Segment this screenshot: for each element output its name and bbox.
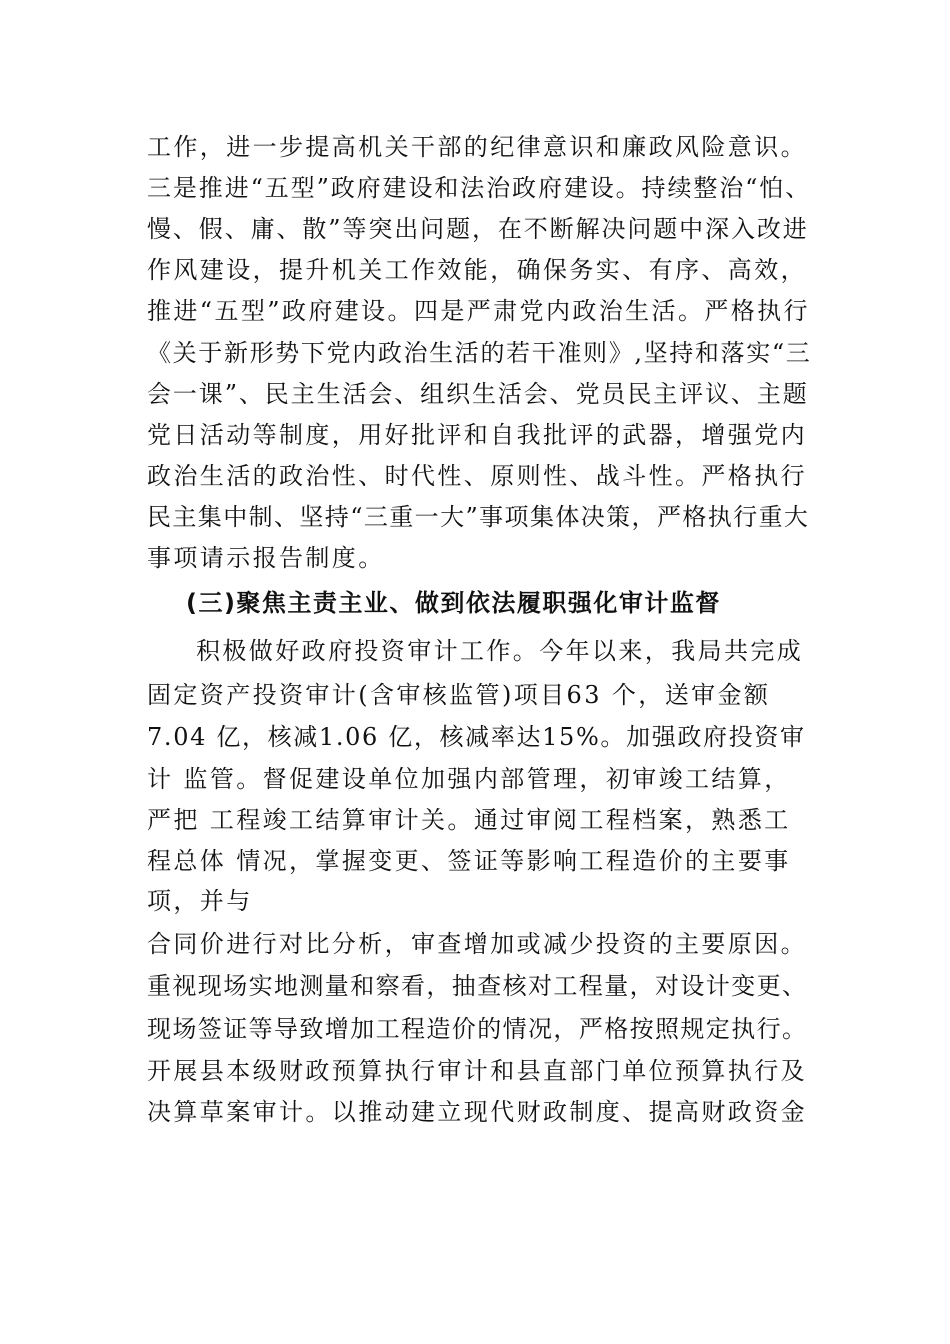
paragraph-line: 项，并与 xyxy=(147,887,253,915)
paragraph-line: 推进“五型”政府建设。四是严肃党内政治生活。严格执行 xyxy=(147,297,810,325)
paragraph-line: 重视现场实地测量和察看，抽查核对工程量，对设计变更、 xyxy=(147,972,808,1000)
paragraph-line: 三是推进“五型”政府建设和法治政府建设。持续整治“怕、 xyxy=(147,174,812,202)
paragraph-line: 《关于新形势下党内政治生活的若干准则》,坚持和落实“三 xyxy=(147,339,812,367)
paragraph-line: 开展县本级财政预算执行审计和县直部门单位预算执行及 xyxy=(147,1057,807,1085)
paragraph-line: 政治生活的政治性、时代性、原则性、战斗性。严格执行 xyxy=(147,462,807,490)
paragraph-line: 固定资产投资审计(含审核监管)项目63 个，送审金额 xyxy=(147,681,771,709)
paragraph-line: 合同价进行对比分析，审查增加或减少投资的主要原因。 xyxy=(147,930,807,958)
paragraph-line: 党日活动等制度，用好批评和自我批评的武器，增强党内 xyxy=(147,421,807,449)
paragraph-line: 程总体 情况，掌握变更、签证等影响工程造价的主要事 xyxy=(147,847,791,875)
paragraph-line: 工作，进一步提高机关干部的纪律意识和廉政风险意识。 xyxy=(147,133,807,161)
paragraph-line: 7.04 亿，核减1.06 亿，核减率达15%。加强政府投资审 xyxy=(147,723,806,751)
section-heading: (三)聚焦主责主业、做到依法履职强化审计监督 xyxy=(186,589,721,617)
paragraph-line: 民主集中制、坚持“三重一大”事项集体决策，严格执行重大 xyxy=(147,503,810,531)
paragraph-line: 决算草案审计。以推动建立现代财政制度、提高财政资金 xyxy=(147,1098,807,1126)
paragraph-line: 事项请示报告制度。 xyxy=(147,544,385,572)
paragraph-line: 现场签证等导致增加工程造价的情况，严格按照规定执行。 xyxy=(147,1015,808,1043)
paragraph-line: 慢、假、庸、散”等突出问题，在不断解决问题中深入改进 xyxy=(147,215,809,243)
paragraph-line: 计 监管。督促建设单位加强内部管理，初审竣工结算， xyxy=(147,765,791,793)
paragraph-line: 会一课”、民主生活会、组织生活会、党员民主评议、主题 xyxy=(147,380,809,408)
paragraph-line: 作风建设，提升机关工作效能，确保务实、有序、高效， xyxy=(147,256,807,284)
paragraph-line: 严把 工程竣工结算审计关。通过审阅工程档案，熟悉工 xyxy=(147,806,791,834)
paragraph-line: 积极做好政府投资审计工作。今年以来，我局共完成 xyxy=(196,637,804,665)
